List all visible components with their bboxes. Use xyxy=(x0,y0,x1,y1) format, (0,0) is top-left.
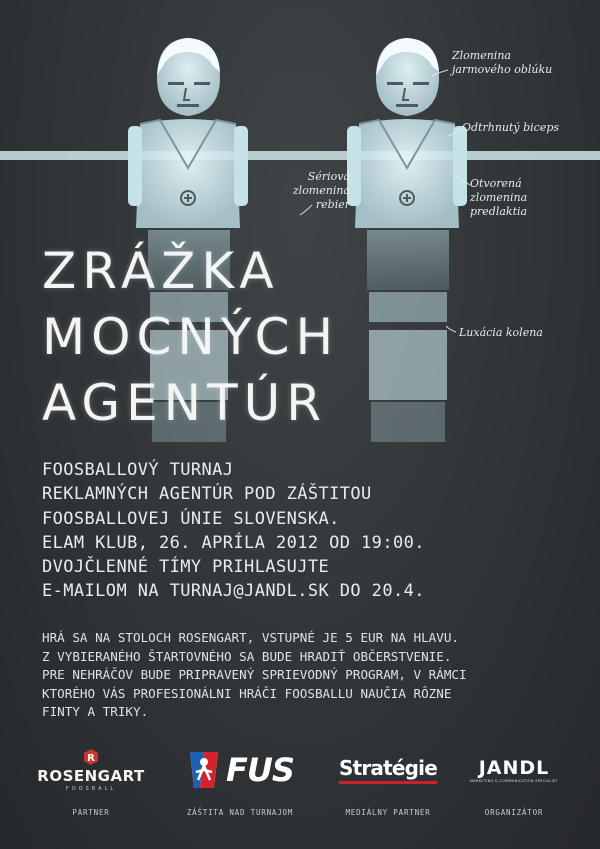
info-line: HRÁ SA NA STOLOCH ROSENGART, VSTUPNÉ JE 5 EUR NA HLAVU. xyxy=(42,630,460,645)
details-line: REKLAMNÝCH AGENTÚR POD ZÁŠTITOU xyxy=(42,484,372,505)
note-zlomenina-jarmoveho-obluku: Zlomenina jarmového oblúku xyxy=(452,49,553,76)
info-line: Z VYBIERANÉHO ŠTARTOVNÉHO SA BUDE HRADIŤ OBČERSTVENIE. xyxy=(42,648,452,664)
details-line: DVOJČLENNÉ TÍMY PRIHLASUJTE xyxy=(42,557,330,578)
note-seriova-zlomenina-rebier: Sériová zlomenina rebier xyxy=(292,170,350,211)
title-line: MOCNÝCH xyxy=(42,308,340,366)
rosengart-mark-icon xyxy=(82,748,100,766)
poster-title xyxy=(42,238,339,436)
fus-logo xyxy=(165,742,315,798)
info-line: PRE NEHRÁČOV BUDE PRIPRAVENÝ SPRIEVODNÝ PROGRAM, V RÁMCI xyxy=(42,667,467,682)
jandl-sub: MARKETING & COMMUNICATION SPECIALIST xyxy=(469,779,559,783)
strategie-underline xyxy=(339,781,437,784)
sponsor-logos xyxy=(0,742,600,832)
right-foosball-player xyxy=(347,38,467,442)
title-line: AGENTÚR xyxy=(42,374,327,432)
foosball-rod xyxy=(0,151,600,160)
details-line: E-MAILOM NA TURNAJ@JANDL.SK DO 20.4. xyxy=(42,581,425,602)
caption-organizator: ORGANIZÁTOR xyxy=(484,808,544,817)
caption-partner: PARTNER xyxy=(72,808,110,817)
fus-shield-icon xyxy=(186,750,222,790)
jandl-logo-block xyxy=(439,742,589,842)
info-line: KTORÉHO VÁS PROFESIONÁLNI HRÁČI FOOSBALLU NAUČIA RÔZNE xyxy=(42,685,452,701)
event-info xyxy=(42,629,467,722)
note-odtrhnuty-biceps: Odtrhnutý biceps xyxy=(462,121,560,134)
caption-zastita: ZÁŠTITA NAD TURNAJOM xyxy=(186,808,294,817)
rosengart-logo-block xyxy=(16,742,166,842)
details-line: FOOSBALLOVÝ TURNAJ xyxy=(42,460,234,480)
jandl-logo xyxy=(439,742,589,798)
jandl-name: JANDL xyxy=(478,757,550,779)
rosengart-mark-letter: R xyxy=(87,753,95,764)
details-line: FOOSBALLOVEJ ÚNIE SLOVENSKA. xyxy=(42,508,340,529)
caption-medialny-partner: MEDIÁLNY PARTNER xyxy=(345,808,431,817)
rosengart-name: ROSENGART xyxy=(37,767,145,785)
rosengart-logo xyxy=(16,742,166,798)
rosengart-sub: FOOSBALL xyxy=(65,786,117,792)
fus-name: FUS xyxy=(226,751,294,789)
title-line: ZRÁŽKA xyxy=(42,242,280,300)
note-otvorena-zlomenina-predlaktia: Otvorená zlomenina predlaktia xyxy=(470,177,528,218)
note-luxacia-kolena: Luxácia kolena xyxy=(459,326,543,339)
details-line: ELAM KLUB, 26. APRÍLA 2012 OD 19:00. xyxy=(42,532,425,553)
event-details xyxy=(42,458,425,604)
fus-logo-block xyxy=(165,742,315,842)
strategie-name: Stratégie xyxy=(339,756,437,780)
info-line: FINTY A TRIKY. xyxy=(42,704,149,719)
